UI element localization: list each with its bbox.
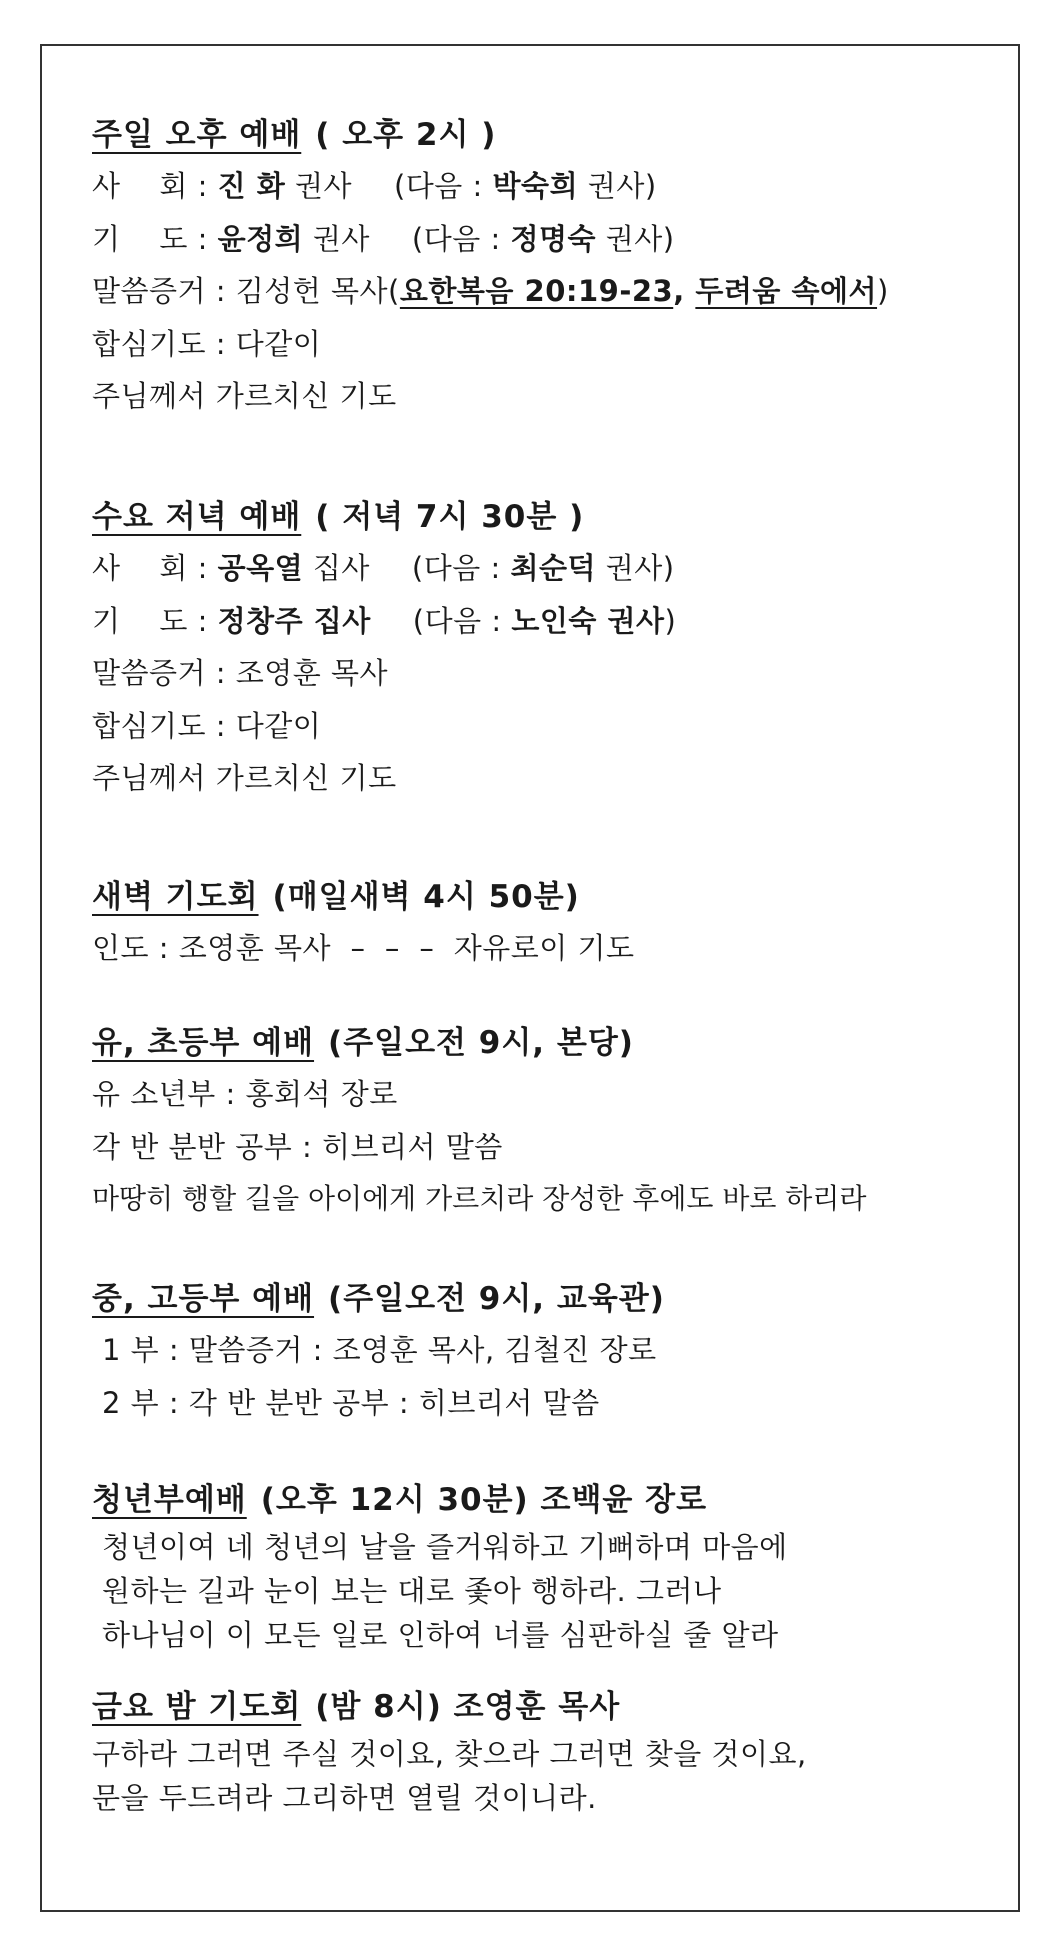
section-title: 수요 저녁 예배 <box>92 499 302 535</box>
lords-prayer-line: 주님께서 가르치신 기도 <box>92 761 397 795</box>
prayer-label: 기 도 : <box>92 221 218 256</box>
host-label: 사 회 : <box>92 551 218 585</box>
prayer-name: 윤정희 <box>217 221 304 256</box>
host-label: 사 회 : <box>92 169 218 203</box>
next-label: (다음 : <box>393 169 493 203</box>
prayer-role: 권사 <box>303 221 370 256</box>
verse-line: 원하는 길과 눈이 보는 대로 좇아 행하라. 그러나 <box>102 1574 722 1608</box>
section-title: 유, 초등부 예배 <box>92 1025 315 1061</box>
section-time: (오후 12시 30분) 조백윤 장로 <box>260 1482 708 1518</box>
children-study-line: 각 반 분반 공부 : 히브리서 말씀 <box>92 1129 503 1164</box>
close-paren: ) <box>877 274 889 308</box>
section-title: 청년부예배 <box>92 1482 247 1518</box>
section-title: 새벽 기도회 <box>92 879 259 915</box>
section-title: 주일 오후 예배 <box>92 117 302 153</box>
section-title: 중, 고등부 예배 <box>92 1281 315 1317</box>
section-time: (주일오전 9시, 교육관) <box>328 1281 665 1317</box>
next-label: (다음 : <box>411 551 511 585</box>
young-adult-service <box>92 1475 788 1657</box>
host-line <box>92 542 676 595</box>
section-heading <box>92 1475 788 1525</box>
prayer-line <box>92 213 889 266</box>
sermon-line: 말씀증거 : 조영훈 목사 <box>92 656 389 690</box>
section-time: (밤 8시) 조영훈 목사 <box>315 1689 621 1725</box>
section-time: (주일오전 9시, 본당) <box>328 1025 634 1061</box>
dawn-prayer-meeting <box>92 872 635 975</box>
verse-line: 청년이여 네 청년의 날을 즐거워하고 기뻐하며 마음에 <box>102 1530 788 1564</box>
sermon-line <box>92 265 889 318</box>
section-heading <box>92 110 889 160</box>
section-heading <box>92 492 676 542</box>
section-time: ( 오후 2시 ) <box>315 117 497 153</box>
children-verse-line: 마땅히 행할 길을 아이에게 가르치라 장성한 후에도 바로 하리라 <box>92 1182 867 1215</box>
youth-service <box>92 1274 665 1429</box>
prayer-name: 정창주 집사 <box>217 603 371 638</box>
youth-part2-line: 2 부 : 각 반 분반 공부 : 히브리서 말씀 <box>102 1385 600 1420</box>
unison-prayer-line: 합심기도 : 다같이 <box>92 708 322 743</box>
section-heading <box>92 872 635 922</box>
section-heading <box>92 1274 665 1324</box>
host-name: 공옥열 <box>217 551 304 585</box>
unison-prayer-line: 합심기도 : 다같이 <box>92 326 322 361</box>
children-leader-line: 유 소년부 : 홍회석 장로 <box>92 1077 398 1111</box>
next-label: (다음 : <box>411 221 511 256</box>
verse-line: 구하라 그러면 주실 것이요, 찾으라 그러면 찾을 것이요, <box>92 1737 807 1771</box>
verse-line: 하나님이 이 모든 일로 인하여 너를 심판하실 줄 알라 <box>102 1618 779 1652</box>
section-time: (매일새벽 4시 50분) <box>272 879 580 915</box>
host-role: 집사 <box>303 551 370 585</box>
verse-line: 문을 두드려라 그리하면 열릴 것이니라. <box>92 1781 597 1815</box>
section-time: ( 저녁 7시 30분 ) <box>315 499 585 535</box>
sermon-title: 두려움 속에서 <box>695 274 878 308</box>
section-title: 금요 밤 기도회 <box>92 1689 302 1725</box>
next-role: 권사) <box>596 221 675 256</box>
host-role: 권사 <box>285 169 352 203</box>
next-role: 권사) <box>578 169 657 203</box>
leader-line: 인도 : 조영훈 목사 – – – 자유로이 기도 <box>92 931 635 965</box>
sermon-label: 말씀증거 : 김성헌 목사( <box>92 274 400 308</box>
next-label: (다음 : <box>412 603 512 638</box>
host-name: 진 화 <box>217 169 286 203</box>
host-line <box>92 160 889 213</box>
close-paren: ) <box>664 603 677 638</box>
sunday-afternoon-service <box>92 110 889 423</box>
section-heading <box>92 1682 807 1732</box>
youth-part1-line: 1 부 : 말씀증거 : 조영훈 목사, 김철진 장로 <box>102 1333 657 1367</box>
lords-prayer-line: 주님께서 가르치신 기도 <box>92 379 397 413</box>
next-prayer-name: 정명숙 <box>510 221 597 256</box>
next-host-name: 최순덕 <box>510 551 597 585</box>
prayer-label: 기 도 : <box>92 603 218 638</box>
wednesday-evening-service <box>92 492 676 805</box>
next-role: 권사) <box>596 551 675 585</box>
separator: , <box>673 274 696 308</box>
next-prayer-name: 노인숙 권사 <box>511 603 665 638</box>
scripture-reference: 요한복음 20:19-23 <box>399 274 674 308</box>
friday-night-prayer <box>92 1682 807 1820</box>
section-heading <box>92 1018 866 1068</box>
next-host-name: 박숙희 <box>492 169 579 203</box>
prayer-line <box>92 595 676 648</box>
children-service <box>92 1018 866 1226</box>
